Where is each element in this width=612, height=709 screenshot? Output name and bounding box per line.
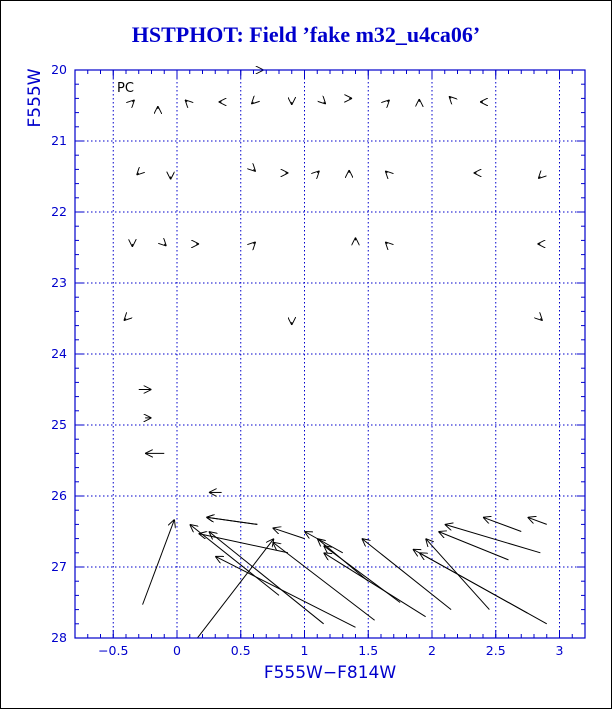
displacement-vector (164, 244, 166, 246)
displacement-vector (215, 556, 355, 627)
displacement-vector (449, 96, 451, 98)
chart-title: HSTPHOT: Field ’fake m32_u4ca06’ (131, 22, 481, 47)
displacement-vector (143, 519, 175, 604)
displacement-vector (387, 100, 389, 102)
x-tick-label: 1.5 (358, 643, 379, 658)
displacement-vector (419, 553, 547, 624)
y-tick-label: 22 (51, 204, 67, 219)
y-tick-label: 24 (51, 346, 67, 361)
grid-layer (75, 70, 585, 638)
displacement-vector (251, 102, 253, 104)
displacement-vector (324, 553, 426, 617)
displacement-vector (132, 100, 134, 102)
x-tick-label: 0.5 (230, 643, 251, 658)
displacement-vector (273, 542, 375, 620)
displacement-vector (190, 524, 279, 595)
y-tick-label: 21 (51, 133, 67, 148)
displacement-vector (540, 319, 542, 321)
y-tick-label: 26 (51, 488, 67, 503)
x-tick-label: 2.5 (485, 643, 506, 658)
displacement-vector (254, 169, 256, 171)
panel-label: PC (117, 81, 134, 96)
displacement-vector (209, 532, 324, 624)
displacement-vector (317, 171, 319, 173)
displacement-vector (385, 171, 387, 173)
displacement-vector (438, 532, 508, 560)
y-tick-label: 25 (51, 417, 67, 432)
displacement-vector (483, 517, 521, 531)
y-tick-label: 28 (51, 630, 67, 645)
y-tick-label: 23 (51, 275, 67, 290)
displacement-vector (254, 242, 256, 244)
displacement-vector (305, 532, 343, 553)
x-axis-title: F555W−F814W (263, 663, 397, 683)
displacement-vector (385, 242, 387, 244)
displacement-vector (528, 517, 547, 524)
tick-layer (51, 62, 585, 658)
displacement-vector (445, 524, 541, 552)
displacement-vector (538, 177, 540, 179)
y-tick-label: 27 (51, 559, 67, 574)
y-tick-label: 20 (51, 62, 67, 77)
displacement-vector (362, 539, 451, 610)
displacement-vector (324, 102, 326, 104)
displacement-vector (185, 100, 187, 102)
x-tick-label: 3 (555, 643, 564, 658)
x-tick-label: 2 (428, 643, 436, 658)
displacement-vector (273, 528, 305, 539)
y-axis-title: F555W (25, 68, 45, 128)
displacement-vector (124, 319, 126, 321)
displacement-vector (206, 517, 257, 524)
x-tick-label: −0.5 (98, 643, 129, 658)
x-tick-label: 0 (173, 643, 181, 658)
displacement-vector (137, 173, 139, 175)
x-tick-label: 1 (300, 643, 309, 658)
